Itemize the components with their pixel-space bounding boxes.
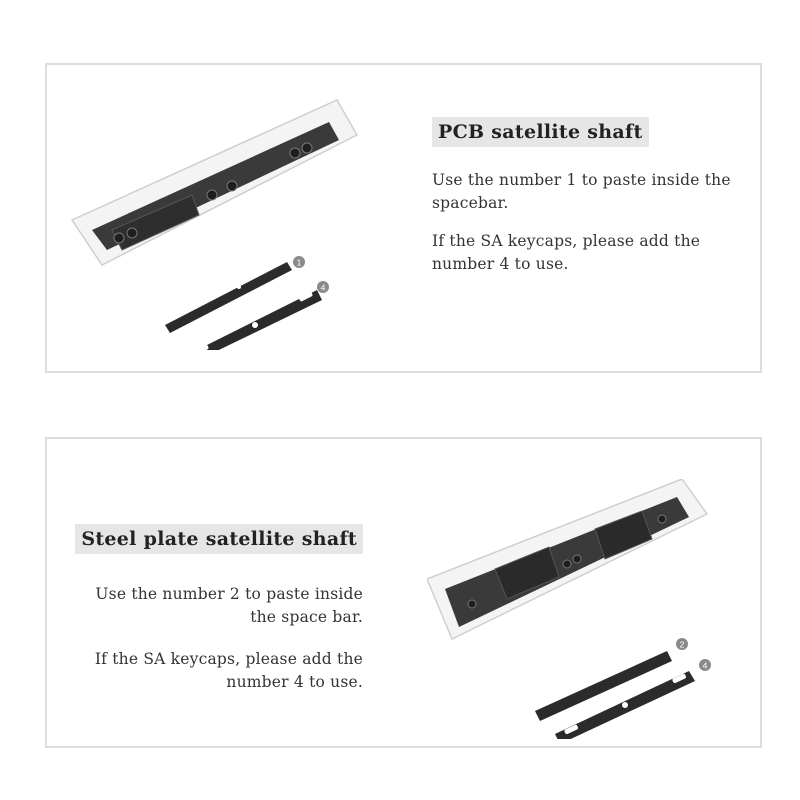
section-heading: PCB satellite shaft [432,117,649,147]
badge-label: 4 [702,660,708,671]
instruction-text: Use the number 1 to paste inside the spacebar. [432,171,731,212]
badge-label: 4 [320,282,326,293]
satellite-shaft-2 [535,651,672,721]
pcb-satellite-shaft-panel [45,63,762,373]
badge-label: 2 [679,639,685,650]
steel-plate-spacebar-illustration [427,479,727,739]
badge-label: 1 [296,257,302,268]
instruction-text: Use the number 2 to paste inside the space bar. [95,585,363,626]
pcb-spacebar-illustration [67,90,367,350]
instruction-text: If the SA keycaps, please add the number 4 to use. [94,650,363,691]
instruction-text: If the SA keycaps, please add the number 4 to use. [432,232,701,273]
steel-plate-satellite-shaft-panel [45,437,762,748]
section-heading: Steel plate satellite shaft [75,524,363,554]
